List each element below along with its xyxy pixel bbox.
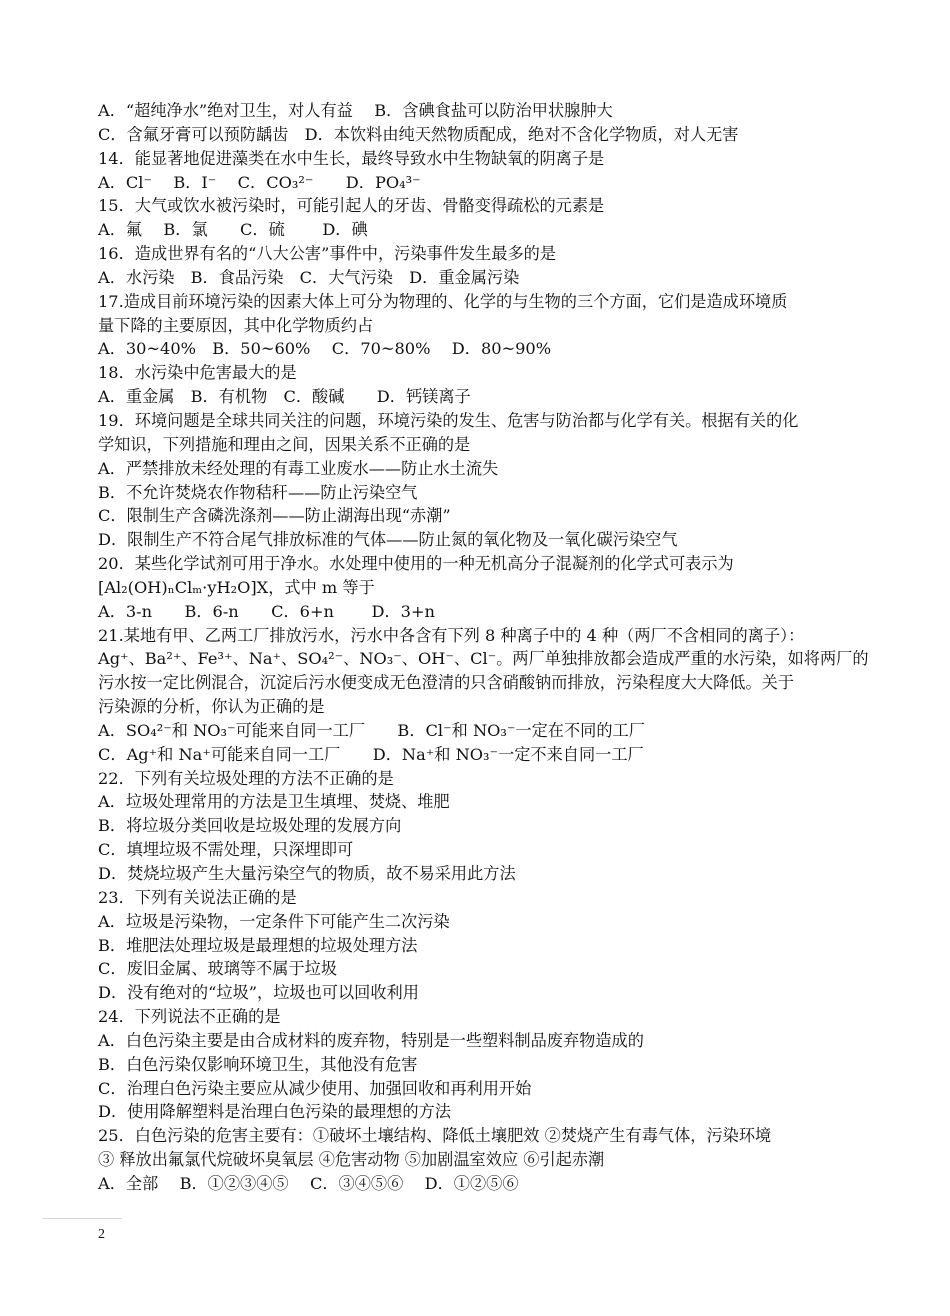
question-20-formula: [Al₂(OH)ₙClₘ·yH₂O]X，式中 m 等于 [98, 577, 375, 597]
question-24-option-c: C．治理白色污染主要应从减少使用、加强回收和再利用开始 [98, 1078, 532, 1098]
question-24-stem: 24．下列说法不正确的是 [98, 1007, 281, 1027]
question-19-stem-cont: 学知识，下列措施和理由之间，因果关系不正确的是 [98, 434, 471, 454]
question-21-stem: 21.某地有甲、乙两工厂排放污水，污水中各含有下列 8 种离子中的 4 种（两厂不含相同的离子）： [98, 625, 805, 645]
question-20-options: A．3-n B．6-n C．6+n D．3+n [98, 601, 435, 621]
question-text-block [98, 99, 868, 1196]
question-24-option-a: A．白色污染主要是由合成材料的废弃物，特别是一些塑料制品废弃物造成的 [98, 1030, 644, 1050]
question-21-stem-cont: 污水按一定比例混合，沉淀后污水便变成无色澄清的只含硝酸钠而排放，污染程度大大降低。关于 [98, 673, 795, 693]
text-line: A．“超纯净水”绝对卫生，对人有益 B．含碘食盐可以防治甲状腺肿大 [98, 101, 613, 120]
question-17-stem: 17.造成目前环境污染的因素大体上可分为物理的、化学的与生物的三个方面，它们是造成环境质 [98, 291, 788, 311]
question-24-option-b: B．白色污染仅影响环境卫生，其他没有危害 [98, 1054, 418, 1074]
question-17-options: A．30~40% B．50~60% C．70~80% D．80~90% [98, 339, 552, 359]
text-line: C．含氟牙膏可以预防龋齿 D．本饮料由纯天然物质配成，绝对不含化学物质，对人无害 [98, 124, 739, 144]
question-19-option-b: B．不允许焚烧农作物秸秆——防止污染空气 [98, 482, 418, 502]
question-18-stem: 18．水污染中危害最大的是 [98, 363, 297, 383]
question-25-options: A．全部 B．①②③④⑤ C．③④⑤⑥ D．①②⑤⑥ [98, 1173, 519, 1193]
question-15-stem: 15．大气或饮水被污染时，可能引起人的牙齿、骨骼变得疏松的元素是 [98, 196, 605, 216]
question-15-options: A．氟 B．氯 C．硫 D．碘 [98, 220, 368, 240]
question-18-options: A．重金属 B．有机物 C．酸碱 D．钙镁离子 [98, 387, 471, 407]
question-20-stem: 20．某些化学试剂可用于净水。水处理中使用的一种无机高分子混凝剂的化学式可表示为 [98, 554, 734, 574]
question-22-option-c: C．填埋垃圾不需处理，只深埋即可 [98, 840, 354, 860]
question-21-stem-cont: 污染源的分析，你认为正确的是 [98, 697, 325, 717]
question-23-option-b: B．堆肥法处理垃圾是最理想的垃圾处理方法 [98, 935, 418, 955]
question-25-stem: 25．白色污染的危害主要有：①破坏土壤结构、降低土壤肥效 ②焚烧产生有毒气体，污染环境 [98, 1126, 772, 1146]
question-24-option-d: D．使用降解塑料是治理白色污染的最理想的方法 [98, 1102, 451, 1122]
question-16-stem: 16．造成世界有名的“八大公害”事件中，污染事件发生最多的是 [98, 244, 557, 264]
question-14-options: A．Cl⁻ B．I⁻ C．CO₃²⁻ D．PO₄³⁻ [98, 172, 421, 192]
question-22-option-d: D．焚烧垃圾产生大量污染空气的物质，故不易采用此方法 [98, 864, 516, 883]
question-17-stem-cont: 量下降的主要原因，其中化学物质约占 [98, 315, 374, 335]
question-16-options: A．水污染 B．食品污染 C．大气污染 D．重金属污染 [98, 267, 520, 287]
question-21-options-cd: C．Ag⁺和 Na⁺可能来自同一工厂 D．Na⁺和 NO₃⁻一定不来自同一工厂 [98, 744, 644, 764]
footer-divider [42, 1218, 122, 1219]
question-23-option-a: A．垃圾是污染物，一定条件下可能产生二次污染 [98, 911, 450, 931]
question-23-option-d: D．没有绝对的“垃圾”，垃圾也可以回收利用 [98, 983, 419, 1003]
question-19-option-a: A．严禁排放未经处理的有毒工业废水——防止水土流失 [98, 458, 499, 478]
question-25-stem-cont: ③ 释放出氟氯代烷破坏臭氧层 ④危害动物 ⑤加剧温室效应 ⑥引起赤潮 [98, 1150, 605, 1170]
question-14-stem: 14．能显著地促进藻类在水中生长，最终导致水中生物缺氧的阴离子是 [98, 148, 605, 168]
question-23-stem: 23．下列有关说法正确的是 [98, 887, 297, 907]
question-22-stem: 22．下列有关垃圾处理的方法不正确的是 [98, 768, 394, 788]
question-23-option-c: C．废旧金属、玻璃等不属于垃圾 [98, 959, 338, 979]
question-21-options-ab: A．SO₄²⁻和 NO₃⁻可能来自同一工厂 B．Cl⁻和 NO₃⁻一定在不同的工厂 [98, 720, 645, 740]
question-19-stem: 19．环境问题是全球共同关注的问题，环境污染的发生、危害与防治都与化学有关。根据有关的化 [98, 410, 799, 430]
question-22-option-b: B．将垃圾分类回收是垃圾处理的发展方向 [98, 816, 402, 836]
question-19-option-c: C．限制生产含磷洗涤剂——防止湖海出现“赤潮” [98, 506, 451, 526]
question-22-option-a: A．垃圾处理常用的方法是卫生填埋、焚烧、堆肥 [98, 792, 450, 812]
question-19-option-d: D．限制生产不符合尾气排放标准的气体——防止氮的氧化物及一氧化碳污染空气 [98, 530, 678, 550]
question-21-ions: Ag⁺、Ba²⁺、Fe³⁺、Na⁺、SO₄²⁻、NO₃⁻、OH⁻、Cl⁻。两厂单独排放都会造成严重的水污染，如将两厂的 [98, 649, 869, 669]
page-number: 2 [98, 1227, 105, 1242]
